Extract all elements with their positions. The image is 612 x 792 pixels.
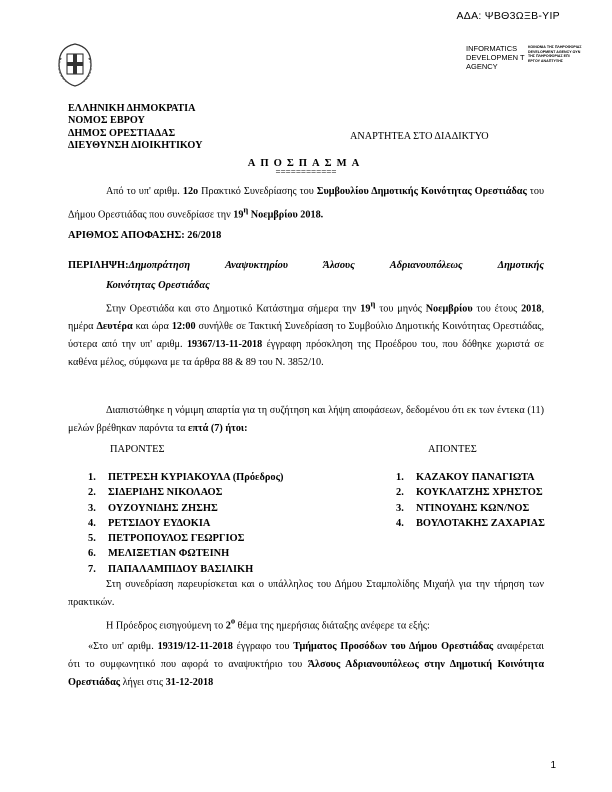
paragraph-intro: Από το υπ' αριθμ. 12ο Πρακτικό Συνεδρίασης του Συμβουλίου Δημοτικής Κοινότητας Ορεστιάδας του Δήμου Ορεστιάδας που συνεδρίασε την $19^\eta$ Νοεμβρίου 2018. bbox=[68, 186, 544, 221]
list-item: 6. ΜΕΛΙΞΕΤΙΑΝ ΦΩΤΕΙΝΗ bbox=[88, 548, 230, 560]
list-item: 1. ΠΕΤΡΕΣΗ ΚΥΡΙΑΚΟΥΛΑ (Πρόεδρος) bbox=[88, 472, 284, 483]
list-item: 3. ΟΥΖΟΥΝΙΔΗΣ ΖΗΣΗΣ bbox=[88, 502, 218, 514]
header-line-4: ΔΙΕΥΘΥΝΣΗ ΔΙΟΙΚΗΤΙΚΟΥ bbox=[68, 140, 203, 152]
document-title bbox=[0, 158, 612, 177]
list-item: 2. ΚΟΥΚΛΑΤΖΗΣ ΧΡΗΣΤΟΣ bbox=[396, 487, 543, 499]
title-underline: ============ bbox=[275, 167, 337, 177]
list-item: 3. ΝΤΙΝΟΥΔΗΣ ΚΩΝ/ΝΟΣ bbox=[396, 502, 530, 514]
list-item: 1. ΚΑΖΑΚΟΥ ΠΑΝΑΓΙΩΤΑ bbox=[396, 472, 535, 483]
paragraph-quorum: Διαπιστώθηκε η νόμιμη απαρτία για τη συζήτηση και λήψη αποφάσεων, δεδομένου ότι εκ των έντεκα (11) μελών βρέθηκαν παρόντα τα επτά (7) ήτοι: bbox=[68, 405, 544, 434]
ida-logo-main: INFORMATICS DEVELOPMEN T AGENCY bbox=[466, 44, 525, 71]
issuer-header bbox=[68, 103, 202, 153]
greek-emblem-icon bbox=[55, 42, 95, 88]
publish-notice: ΑΝΑΡΤΗΤΕΑ ΣΤΟ ΔΙΑΔΙΚΤΥΟ bbox=[350, 131, 489, 142]
paragraph-meeting: Στην Ορεστιάδα και στο Δημοτικό Κατάστημα σήμερα την $19^\eta$ του μηνός Νοεμβρίου του έτους 2018, ημέρα Δευτέρα και ώρα 12:00 συνήλθε σε Τακτική Συνεδρίαση το Συμβούλιο Δημοτικής Κοινότητας Ορεστιάδας, ύστερα από την υπ' αριθμ. 19367/13-11-2018 έγγραφη πρόσκληση της Προέδρου του, που δόθηκε χωριστά σε καθένα μέλος, σύμφωνα με τα άρθρα 88 & 89 του Ν. 3852/10. bbox=[68, 299, 544, 369]
present-list bbox=[88, 470, 283, 577]
ida-logo-small: ΚΟΙΝΩΝΙΑ ΤΗΣ ΠΛΗΡΟΦΟΡΙΑΣ DEVELOPMENT AGENCY ΩΥΝ ΤΗΣ ΠΛΗΡΟΦΟΡΙΑΣ ΕΠΙ ΕΡΓΟΥ ΑΝΑΠΤΥΞΗΣ bbox=[528, 45, 582, 63]
title-text: ΑΠΟΣΠΑΣΜΑ bbox=[247, 158, 365, 169]
list-item: 5. ΠΕΤΡΟΠΟΥΛΟΣ ΓΕΩΡΓΙΟΣ bbox=[88, 533, 245, 545]
paragraph-agenda: Η Πρόεδρος εισηγούμενη το $2^o$ θέμα της ημερήσιας διάταξης ανέφερε τα εξής: bbox=[106, 616, 430, 632]
page-number: 1 bbox=[550, 760, 556, 771]
absent-list bbox=[396, 470, 545, 531]
list-item: 4. ΒΟΥΛΟΤΑΚΗΣ ΖΑΧΑΡΙΑΣ bbox=[396, 517, 545, 529]
absent-header: ΑΠΟΝΤΕΣ bbox=[428, 444, 477, 455]
ida-logo bbox=[466, 44, 586, 76]
decision-number: ΑΡΙΘΜΟΣ ΑΠΟΦΑΣΗΣ: 26/2018 bbox=[68, 230, 222, 241]
summary-line-2: Κοινότητας Ορεστιάδας bbox=[106, 280, 210, 291]
paragraph-secretary: Στη συνεδρίαση παρευρίσκεται και ο υπάλληλος του Δήμου Σταμπολίδης Μιχαήλ για την τήρηση των πρακτικών. bbox=[68, 579, 544, 608]
paragraph-report: «Στο υπ' αριθμ. 19319/12-11-2018 έγγραφο του Τμήματος Προσόδων του Δήμου Ορεστιάδας αναφέρεται ότι το συμφωνητικό που αφορά το αναψυκτήριο του Άλσους Αδριανουπόλεως στην Δημοτική Κοινότητα Ορεστιάδας λήγει στις 31-12-2018 bbox=[68, 641, 545, 688]
summary: ΠΕΡΙΛΗΨΗ:Δημοπράτηση Αναψυκτηρίου Άλσους Αδριανουπόλεως Δημοτικής Κοινότητας Ορεστιάδας bbox=[68, 256, 544, 296]
header-line-1: ΕΛΛΗΝΙΚΗ ΔΗΜΟΚΡΑΤΙΑ bbox=[68, 103, 196, 114]
header-line-3: ΔΗΜΟΣ ΟΡΕΣΤΙΑΔΑΣ bbox=[68, 127, 176, 139]
header-line-2: ΝΟΜΟΣ ΕΒΡΟΥ bbox=[68, 115, 145, 127]
ada-code: ΑΔΑ: ΨΒΘ3ΩΞΒ-ΥΙΡ bbox=[456, 10, 560, 22]
list-item: 2. ΣΙΔΕΡΙΔΗΣ ΝΙΚΟΛΑΟΣ bbox=[88, 487, 223, 499]
present-header: ΠΑΡΟΝΤΕΣ bbox=[110, 444, 165, 455]
summary-label: ΠΕΡΙΛΗΨΗ: bbox=[68, 260, 129, 271]
list-item: 4. ΡΕΤΣΙΔΟΥ ΕΥΔΟΚΙΑ bbox=[88, 517, 211, 529]
list-item: 7. ΠΑΠΑΛΑΜΠΙΔΟΥ ΒΑΣΙΛΙΚΗ bbox=[88, 563, 254, 575]
